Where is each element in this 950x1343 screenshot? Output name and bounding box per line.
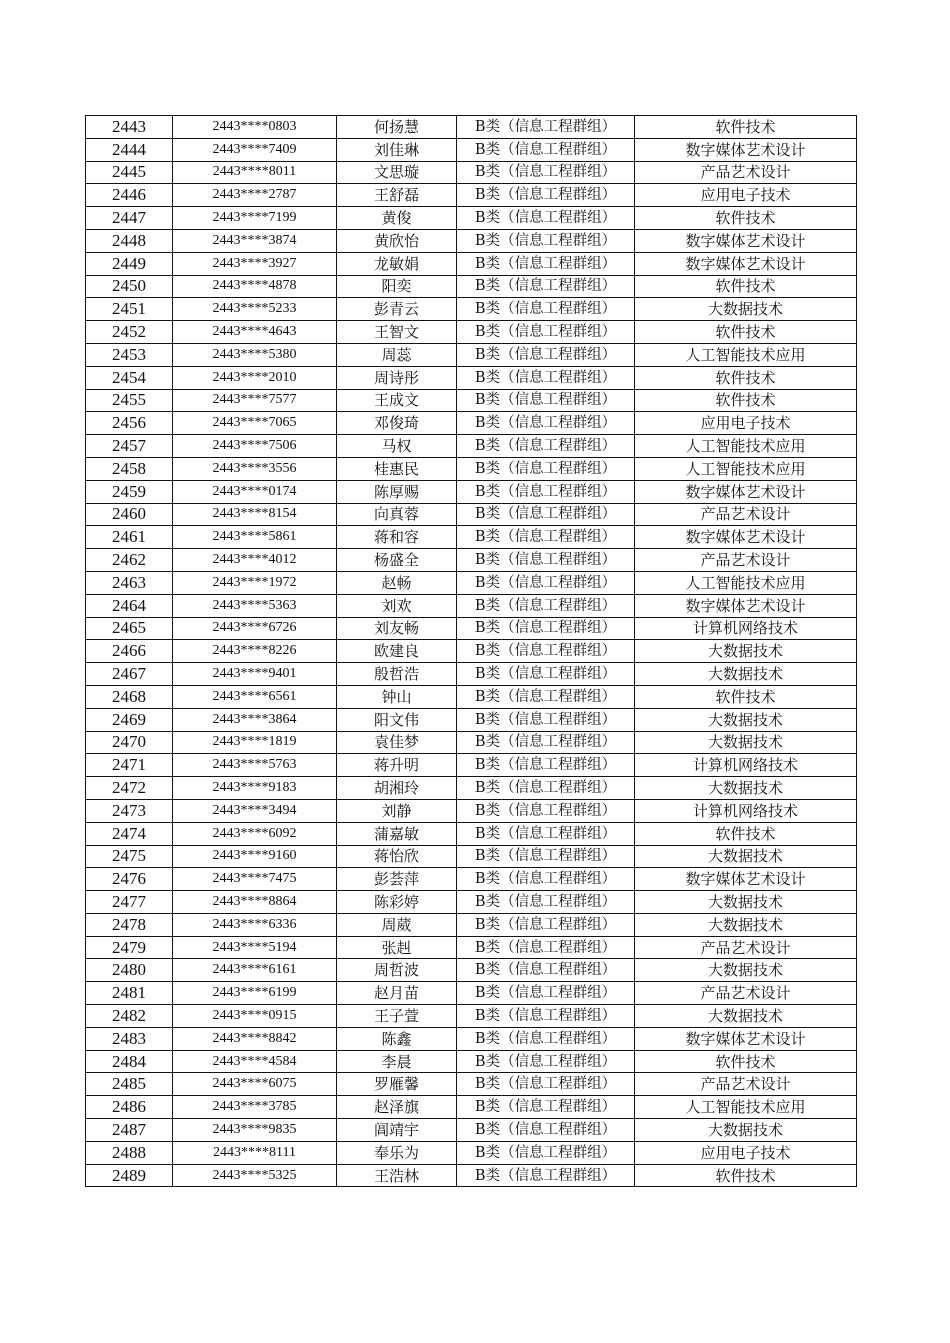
name-cell: 殷哲浩: [337, 663, 457, 686]
major-cell: 数字媒体艺术设计: [635, 252, 857, 275]
row-number-cell: 2479: [86, 936, 173, 959]
name-cell: 周诗彤: [337, 366, 457, 389]
category-cell: B类（信息工程群组）: [457, 640, 635, 663]
table-row: [86, 298, 857, 321]
exam-id-cell: 2443****3494: [173, 799, 337, 822]
name-cell: 马权: [337, 435, 457, 458]
exam-id-cell: 2443****8111: [173, 1141, 337, 1164]
table-row: [86, 913, 857, 936]
name-cell: 赵畅: [337, 571, 457, 594]
category-cell: B类（信息工程群组）: [457, 913, 635, 936]
category-cell: B类（信息工程群组）: [457, 116, 635, 139]
major-cell: 大数据技术: [635, 298, 857, 321]
major-cell: 大数据技术: [635, 731, 857, 754]
major-cell: 软件技术: [635, 685, 857, 708]
major-cell: 应用电子技术: [635, 1141, 857, 1164]
row-number-cell: 2489: [86, 1164, 173, 1187]
major-cell: 大数据技术: [635, 891, 857, 914]
major-cell: 软件技术: [635, 389, 857, 412]
category-cell: B类（信息工程群组）: [457, 959, 635, 982]
exam-id-cell: 2443****7409: [173, 138, 337, 161]
exam-id-cell: 2443****4012: [173, 549, 337, 572]
row-number-cell: 2469: [86, 708, 173, 731]
exam-id-cell: 2443****2010: [173, 366, 337, 389]
table-row: [86, 435, 857, 458]
name-cell: 彭荟萍: [337, 868, 457, 891]
table-row: [86, 1164, 857, 1187]
name-cell: 黄俊: [337, 207, 457, 230]
category-cell: B类（信息工程群组）: [457, 868, 635, 891]
table-row: [86, 936, 857, 959]
row-number-cell: 2451: [86, 298, 173, 321]
category-cell: B类（信息工程群组）: [457, 435, 635, 458]
row-number-cell: 2449: [86, 252, 173, 275]
major-cell: 数字媒体艺术设计: [635, 526, 857, 549]
category-cell: B类（信息工程群组）: [457, 799, 635, 822]
table-row: [86, 799, 857, 822]
row-number-cell: 2450: [86, 275, 173, 298]
exam-id-cell: 2443****1972: [173, 571, 337, 594]
row-number-cell: 2456: [86, 412, 173, 435]
row-number-cell: 2446: [86, 184, 173, 207]
category-cell: B类（信息工程群组）: [457, 207, 635, 230]
row-number-cell: 2462: [86, 549, 173, 572]
major-cell: 应用电子技术: [635, 412, 857, 435]
table-row: [86, 868, 857, 891]
category-cell: B类（信息工程群组）: [457, 457, 635, 480]
table-row: [86, 116, 857, 139]
major-cell: 软件技术: [635, 275, 857, 298]
major-cell: 数字媒体艺术设计: [635, 594, 857, 617]
exam-id-cell: 2443****6199: [173, 982, 337, 1005]
row-number-cell: 2453: [86, 343, 173, 366]
name-cell: 刘静: [337, 799, 457, 822]
row-number-cell: 2454: [86, 366, 173, 389]
exam-id-cell: 2443****3556: [173, 457, 337, 480]
row-number-cell: 2455: [86, 389, 173, 412]
major-cell: 产品艺术设计: [635, 503, 857, 526]
exam-id-cell: 2443****5380: [173, 343, 337, 366]
exam-id-cell: 2443****9835: [173, 1119, 337, 1142]
table-row: [86, 1005, 857, 1028]
major-cell: 计算机网络技术: [635, 617, 857, 640]
category-cell: B类（信息工程群组）: [457, 777, 635, 800]
table-row: [86, 1050, 857, 1073]
category-cell: B类（信息工程群组）: [457, 549, 635, 572]
name-cell: 李晨: [337, 1050, 457, 1073]
table-row: [86, 845, 857, 868]
name-cell: 胡湘玲: [337, 777, 457, 800]
table-row: [86, 640, 857, 663]
name-cell: 奉乐为: [337, 1141, 457, 1164]
major-cell: 软件技术: [635, 366, 857, 389]
name-cell: 赵月苗: [337, 982, 457, 1005]
table-row: [86, 503, 857, 526]
category-cell: B类（信息工程群组）: [457, 982, 635, 1005]
name-cell: 张赳: [337, 936, 457, 959]
exam-id-cell: 2443****0915: [173, 1005, 337, 1028]
name-cell: 周葳: [337, 913, 457, 936]
major-cell: 产品艺术设计: [635, 549, 857, 572]
table-row: [86, 480, 857, 503]
name-cell: 罗雁馨: [337, 1073, 457, 1096]
major-cell: 大数据技术: [635, 845, 857, 868]
exam-id-cell: 2443****7199: [173, 207, 337, 230]
major-cell: 软件技术: [635, 116, 857, 139]
category-cell: B类（信息工程群组）: [457, 845, 635, 868]
category-cell: B类（信息工程群组）: [457, 321, 635, 344]
table-row: [86, 1096, 857, 1119]
major-cell: 数字媒体艺术设计: [635, 138, 857, 161]
category-cell: B类（信息工程群组）: [457, 571, 635, 594]
category-cell: B类（信息工程群组）: [457, 184, 635, 207]
table-row: [86, 731, 857, 754]
row-number-cell: 2448: [86, 229, 173, 252]
row-number-cell: 2444: [86, 138, 173, 161]
exam-id-cell: 2443****0174: [173, 480, 337, 503]
major-cell: 大数据技术: [635, 913, 857, 936]
table-row: [86, 777, 857, 800]
table-row: [86, 1141, 857, 1164]
major-cell: 软件技术: [635, 1050, 857, 1073]
name-cell: 周蕊: [337, 343, 457, 366]
major-cell: 大数据技术: [635, 1119, 857, 1142]
category-cell: B类（信息工程群组）: [457, 1050, 635, 1073]
name-cell: 刘佳琳: [337, 138, 457, 161]
name-cell: 蒋升明: [337, 754, 457, 777]
major-cell: 产品艺术设计: [635, 982, 857, 1005]
table-row: [86, 389, 857, 412]
row-number-cell: 2458: [86, 457, 173, 480]
table-row: [86, 343, 857, 366]
major-cell: 数字媒体艺术设计: [635, 868, 857, 891]
name-cell: 刘欢: [337, 594, 457, 617]
category-cell: B类（信息工程群组）: [457, 161, 635, 184]
major-cell: 人工智能技术应用: [635, 1096, 857, 1119]
name-cell: 钟山: [337, 685, 457, 708]
table-row: [86, 594, 857, 617]
major-cell: 软件技术: [635, 321, 857, 344]
major-cell: 计算机网络技术: [635, 799, 857, 822]
name-cell: 阊靖宇: [337, 1119, 457, 1142]
row-number-cell: 2482: [86, 1005, 173, 1028]
table-row: [86, 571, 857, 594]
name-cell: 阳奕: [337, 275, 457, 298]
category-cell: B类（信息工程群组）: [457, 891, 635, 914]
exam-id-cell: 2443****3864: [173, 708, 337, 731]
exam-id-cell: 2443****5325: [173, 1164, 337, 1187]
exam-id-cell: 2443****9401: [173, 663, 337, 686]
name-cell: 刘友畅: [337, 617, 457, 640]
row-number-cell: 2466: [86, 640, 173, 663]
major-cell: 大数据技术: [635, 1005, 857, 1028]
exam-id-cell: 2443****8011: [173, 161, 337, 184]
category-cell: B类（信息工程群组）: [457, 480, 635, 503]
exam-id-cell: 2443****7506: [173, 435, 337, 458]
name-cell: 向真蓉: [337, 503, 457, 526]
category-cell: B类（信息工程群组）: [457, 1119, 635, 1142]
name-cell: 周哲波: [337, 959, 457, 982]
roster-table: [85, 115, 857, 1187]
name-cell: 阳文伟: [337, 708, 457, 731]
table-row: [86, 252, 857, 275]
row-number-cell: 2459: [86, 480, 173, 503]
major-cell: 大数据技术: [635, 959, 857, 982]
table-row: [86, 685, 857, 708]
major-cell: 软件技术: [635, 207, 857, 230]
name-cell: 黄欣怡: [337, 229, 457, 252]
exam-id-cell: 2443****5763: [173, 754, 337, 777]
table-row: [86, 366, 857, 389]
major-cell: 大数据技术: [635, 663, 857, 686]
name-cell: 陈鑫: [337, 1027, 457, 1050]
name-cell: 赵泽旗: [337, 1096, 457, 1119]
name-cell: 陈厚赐: [337, 480, 457, 503]
name-cell: 桂惠民: [337, 457, 457, 480]
exam-id-cell: 2443****6092: [173, 822, 337, 845]
major-cell: 人工智能技术应用: [635, 571, 857, 594]
category-cell: B类（信息工程群组）: [457, 617, 635, 640]
exam-id-cell: 2443****5363: [173, 594, 337, 617]
table-row: [86, 138, 857, 161]
category-cell: B类（信息工程群组）: [457, 822, 635, 845]
name-cell: 蒲嘉敏: [337, 822, 457, 845]
row-number-cell: 2447: [86, 207, 173, 230]
row-number-cell: 2481: [86, 982, 173, 1005]
major-cell: 计算机网络技术: [635, 754, 857, 777]
table-row: [86, 1119, 857, 1142]
row-number-cell: 2484: [86, 1050, 173, 1073]
row-number-cell: 2471: [86, 754, 173, 777]
row-number-cell: 2467: [86, 663, 173, 686]
category-cell: B类（信息工程群组）: [457, 936, 635, 959]
exam-id-cell: 2443****9183: [173, 777, 337, 800]
major-cell: 产品艺术设计: [635, 1073, 857, 1096]
row-number-cell: 2468: [86, 685, 173, 708]
exam-id-cell: 2443****5194: [173, 936, 337, 959]
category-cell: B类（信息工程群组）: [457, 594, 635, 617]
exam-id-cell: 2443****5233: [173, 298, 337, 321]
table-row: [86, 412, 857, 435]
exam-id-cell: 2443****7577: [173, 389, 337, 412]
category-cell: B类（信息工程群组）: [457, 1096, 635, 1119]
major-cell: 大数据技术: [635, 708, 857, 731]
major-cell: 产品艺术设计: [635, 936, 857, 959]
row-number-cell: 2445: [86, 161, 173, 184]
name-cell: 蒋怡欣: [337, 845, 457, 868]
table-row: [86, 1073, 857, 1096]
row-number-cell: 2476: [86, 868, 173, 891]
name-cell: 文思璇: [337, 161, 457, 184]
exam-id-cell: 2443****4584: [173, 1050, 337, 1073]
row-number-cell: 2474: [86, 822, 173, 845]
exam-id-cell: 2443****2787: [173, 184, 337, 207]
category-cell: B类（信息工程群组）: [457, 275, 635, 298]
category-cell: B类（信息工程群组）: [457, 1141, 635, 1164]
row-number-cell: 2488: [86, 1141, 173, 1164]
table-row: [86, 663, 857, 686]
category-cell: B类（信息工程群组）: [457, 229, 635, 252]
exam-id-cell: 2443****9160: [173, 845, 337, 868]
name-cell: 王成文: [337, 389, 457, 412]
category-cell: B类（信息工程群组）: [457, 252, 635, 275]
roster-table-body: [86, 116, 857, 1187]
row-number-cell: 2472: [86, 777, 173, 800]
row-number-cell: 2475: [86, 845, 173, 868]
major-cell: 数字媒体艺术设计: [635, 229, 857, 252]
exam-id-cell: 2443****3927: [173, 252, 337, 275]
category-cell: B类（信息工程群组）: [457, 731, 635, 754]
name-cell: 欧建良: [337, 640, 457, 663]
row-number-cell: 2473: [86, 799, 173, 822]
name-cell: 何扬慧: [337, 116, 457, 139]
name-cell: 杨盛全: [337, 549, 457, 572]
row-number-cell: 2487: [86, 1119, 173, 1142]
row-number-cell: 2485: [86, 1073, 173, 1096]
exam-id-cell: 2443****8226: [173, 640, 337, 663]
major-cell: 应用电子技术: [635, 184, 857, 207]
name-cell: 陈彩婷: [337, 891, 457, 914]
row-number-cell: 2486: [86, 1096, 173, 1119]
row-number-cell: 2477: [86, 891, 173, 914]
exam-id-cell: 2443****6726: [173, 617, 337, 640]
category-cell: B类（信息工程群组）: [457, 1005, 635, 1028]
name-cell: 王子萱: [337, 1005, 457, 1028]
major-cell: 人工智能技术应用: [635, 343, 857, 366]
table-row: [86, 982, 857, 1005]
category-cell: B类（信息工程群组）: [457, 526, 635, 549]
exam-id-cell: 2443****6561: [173, 685, 337, 708]
major-cell: 大数据技术: [635, 640, 857, 663]
category-cell: B类（信息工程群组）: [457, 138, 635, 161]
name-cell: 蒋和容: [337, 526, 457, 549]
exam-id-cell: 2443****3785: [173, 1096, 337, 1119]
row-number-cell: 2460: [86, 503, 173, 526]
exam-id-cell: 2443****4643: [173, 321, 337, 344]
table-row: [86, 275, 857, 298]
row-number-cell: 2443: [86, 116, 173, 139]
category-cell: B类（信息工程群组）: [457, 366, 635, 389]
row-number-cell: 2457: [86, 435, 173, 458]
exam-id-cell: 2443****8842: [173, 1027, 337, 1050]
category-cell: B类（信息工程群组）: [457, 343, 635, 366]
table-row: [86, 1027, 857, 1050]
table-row: [86, 526, 857, 549]
category-cell: B类（信息工程群组）: [457, 685, 635, 708]
table-row: [86, 822, 857, 845]
major-cell: 大数据技术: [635, 777, 857, 800]
row-number-cell: 2464: [86, 594, 173, 617]
exam-id-cell: 2443****6161: [173, 959, 337, 982]
exam-id-cell: 2443****0803: [173, 116, 337, 139]
major-cell: 产品艺术设计: [635, 161, 857, 184]
name-cell: 王浩林: [337, 1164, 457, 1187]
category-cell: B类（信息工程群组）: [457, 663, 635, 686]
row-number-cell: 2483: [86, 1027, 173, 1050]
table-row: [86, 229, 857, 252]
exam-id-cell: 2443****8154: [173, 503, 337, 526]
major-cell: 数字媒体艺术设计: [635, 1027, 857, 1050]
exam-id-cell: 2443****1819: [173, 731, 337, 754]
name-cell: 彭青云: [337, 298, 457, 321]
exam-id-cell: 2443****7065: [173, 412, 337, 435]
category-cell: B类（信息工程群组）: [457, 754, 635, 777]
row-number-cell: 2463: [86, 571, 173, 594]
table-row: [86, 457, 857, 480]
category-cell: B类（信息工程群组）: [457, 1164, 635, 1187]
table-row: [86, 161, 857, 184]
major-cell: 人工智能技术应用: [635, 435, 857, 458]
exam-id-cell: 2443****6075: [173, 1073, 337, 1096]
exam-id-cell: 2443****8864: [173, 891, 337, 914]
table-row: [86, 184, 857, 207]
row-number-cell: 2452: [86, 321, 173, 344]
category-cell: B类（信息工程群组）: [457, 1027, 635, 1050]
category-cell: B类（信息工程群组）: [457, 389, 635, 412]
major-cell: 软件技术: [635, 822, 857, 845]
table-row: [86, 754, 857, 777]
name-cell: 王智文: [337, 321, 457, 344]
table-row: [86, 549, 857, 572]
category-cell: B类（信息工程群组）: [457, 708, 635, 731]
table-row: [86, 207, 857, 230]
exam-id-cell: 2443****6336: [173, 913, 337, 936]
row-number-cell: 2465: [86, 617, 173, 640]
table-row: [86, 708, 857, 731]
table-row: [86, 891, 857, 914]
category-cell: B类（信息工程群组）: [457, 298, 635, 321]
name-cell: 王舒磊: [337, 184, 457, 207]
name-cell: 邓俊琦: [337, 412, 457, 435]
table-row: [86, 617, 857, 640]
row-number-cell: 2470: [86, 731, 173, 754]
category-cell: B类（信息工程群组）: [457, 503, 635, 526]
category-cell: B类（信息工程群组）: [457, 412, 635, 435]
name-cell: 袁佳梦: [337, 731, 457, 754]
row-number-cell: 2461: [86, 526, 173, 549]
exam-id-cell: 2443****4878: [173, 275, 337, 298]
exam-id-cell: 2443****5861: [173, 526, 337, 549]
major-cell: 软件技术: [635, 1164, 857, 1187]
major-cell: 人工智能技术应用: [635, 457, 857, 480]
row-number-cell: 2480: [86, 959, 173, 982]
major-cell: 数字媒体艺术设计: [635, 480, 857, 503]
table-row: [86, 959, 857, 982]
table-row: [86, 321, 857, 344]
exam-id-cell: 2443****3874: [173, 229, 337, 252]
category-cell: B类（信息工程群组）: [457, 1073, 635, 1096]
name-cell: 龙敏娟: [337, 252, 457, 275]
row-number-cell: 2478: [86, 913, 173, 936]
exam-id-cell: 2443****7475: [173, 868, 337, 891]
